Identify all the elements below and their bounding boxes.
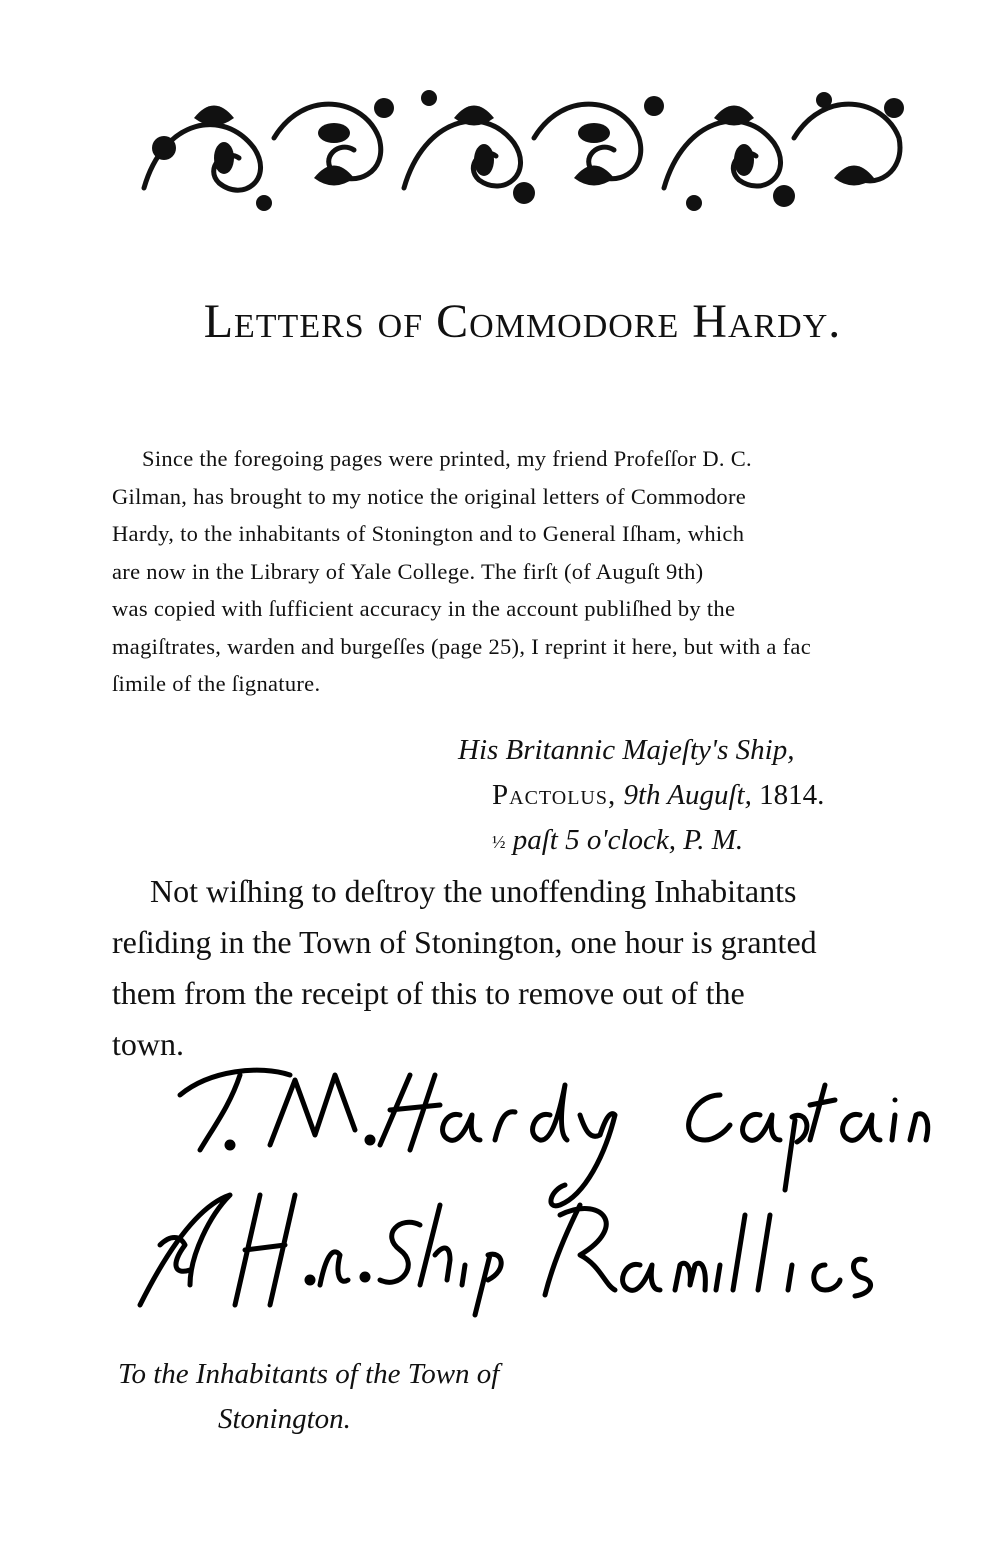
intro-line: magiſtrates, warden and burgeſſes (page 25), I reprint it here, but with a fac (112, 633, 811, 659)
intro-paragraph (112, 440, 924, 703)
intro-line: ſimile of the ſignature. (112, 671, 321, 696)
letter-heading-ship: His Britannic Majeſty's Ship, (458, 734, 795, 766)
letter-line: town. (112, 1026, 184, 1062)
intro-line: Since the foregoing pages were printed, my friend Profeſſor D. C. (142, 446, 752, 471)
intro-line: Gilman, has brought to my notice the original letters of Commodore (112, 483, 747, 509)
date-text: 9th Auguſt, (623, 779, 752, 811)
letter-line: Not wiſhing to deſtroy the unoffending Inhabitants (150, 873, 797, 909)
year-text: 1814. (759, 779, 825, 811)
letter-heading-date (492, 779, 824, 812)
half-fraction: ½ (492, 831, 506, 852)
intro-line: Hardy, to the inhabitants of Stonington and to General Iſham, which (112, 521, 745, 546)
decorative-ornament-band (134, 78, 914, 218)
intro-line: are now in the Library of Yale College. The firſt (of Auguſt 9th) (112, 558, 704, 584)
letter-line: them from the receipt of this to remove out of the (112, 975, 745, 1011)
facsimile-signature (120, 1055, 980, 1330)
intro-line: was copied with ſufficient accuracy in the account publiſhed by the (112, 596, 736, 621)
letter-line: reſiding in the Town of Stonington, one hour is granted (112, 924, 817, 960)
page-title: Letters of Commodore Hardy. (203, 295, 842, 348)
letter-heading-time (492, 824, 743, 857)
address-line-2: Stonington. (218, 1403, 351, 1435)
time-text: paſt 5 o'clock, P. M. (512, 824, 744, 856)
ship-name: Pactolus, (492, 779, 617, 811)
letter-body (112, 866, 922, 1070)
address-line-1: To the Inhabitants of the Town of (118, 1358, 500, 1390)
